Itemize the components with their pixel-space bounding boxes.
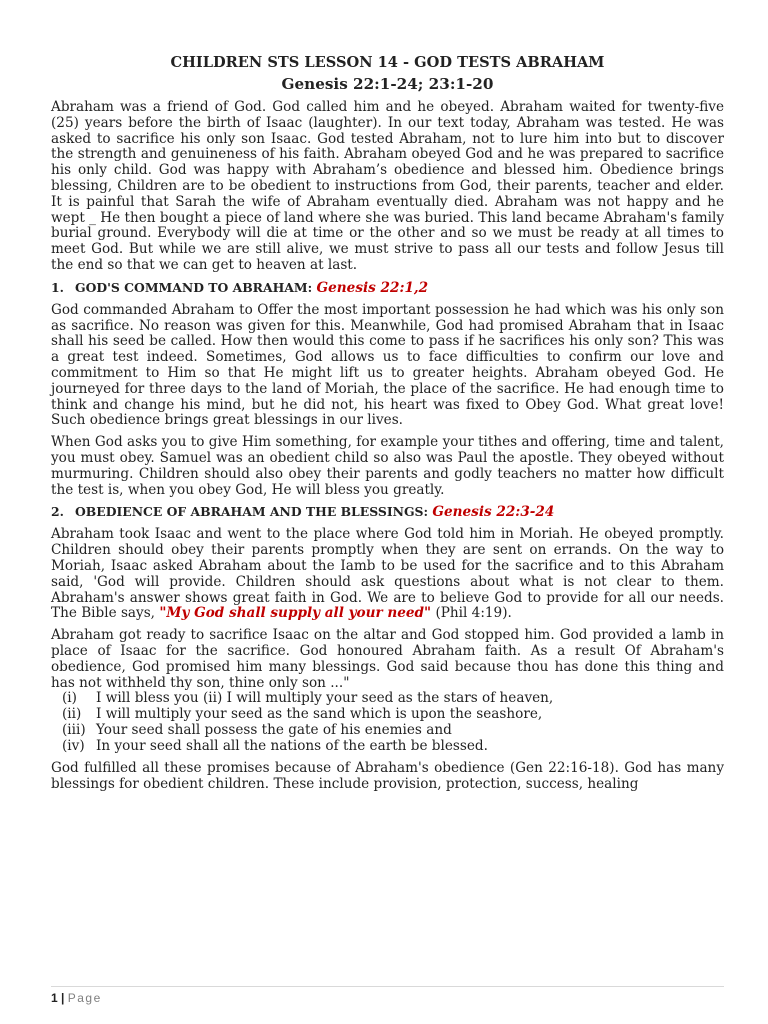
list-numeral: (ii) — [62, 706, 82, 723]
section-2-paragraph-1-start: Abraham took Isaac and went to the place where God told him in Moriah. He obeyed promptly. Children should obey their parents promptly when they are sent on errands. On the way to Moriah, Isaac asked Abraham about the Iamb to be used for the sacrifice and to this Abraham said, 'God will provide. Children should ask questions about what is not clear to them. Abraham's answer shows great faith in God. We are to believe God to provide for all our needs. The Bible says, — [51, 526, 724, 622]
section-2-number: 2. — [51, 504, 64, 520]
list-numeral: (iii) — [62, 721, 86, 738]
intro-paragraph: Abraham was a friend of God. God called him and he obeyed. Abraham waited for twenty-five (25) years before the birth of Isaac (laughter). In our text today, Abraham was tested. He was asked to sacrifice his only son Isaac. God tested Abraham, not to lure him into but to discover the strength and genuineness of his faith. Abraham obeyed God and he was prepared to sacrifice his only child. God was happy with Abraham’s obedience and blessed him. Obedience brings blessing, Children are to be obedient to instructions from God, their parents, teacher and elder. It is painful that Sarah the wife of Abraham eventually died. Abraham was not happy and he wept _ He then bought a piece of land where she was buried. This land became Abraham's family burial ground. Everybody will die at time or the other and so we must be ready at all times to meet God. But while we are still alive, we must strive to pass all our tests and follow Jesus till the end so that we can get to heaven at last. — [51, 99, 724, 273]
footer-separator: | — [61, 991, 65, 1005]
section-2-paragraph-3: God fulfilled all these promises because of Abraham's obedience (Gen 22:16-18). God has many blessings for obedient children. These include provision, protection, success, healing — [51, 760, 724, 793]
section-2-title: OBEDIENCE OF ABRAHAM AND THE BLESSINGS — [75, 504, 424, 520]
section-1-heading — [51, 280, 724, 296]
page-label: Page — [67, 991, 102, 1005]
section-1-paragraph-1: God commanded Abraham to Offer the most important possession he had which was his only son as sacrifice. No reason was given for this. Meanwhile, God had promised Abraham that in Isaac shall his seed be called. How then would this come to pass if he sacrifices his only son? This was a great test indeed. Sometimes, God allows us to face difficulties to confirm our love and commitment to Him so that He might lift us to greater heights. Abraham obeyed God. He journeyed for three days to the land of Moriah, the place of the sacrifice. He had enough time to think and change his mind, but he did not, his heart was fixed to Obey God. What great love! Such obedience brings great blessings in our lives. — [51, 301, 724, 429]
blessings-list — [51, 691, 724, 754]
section-1-reference: Genesis 22:1,2 — [316, 279, 429, 296]
section-2-paragraph-1 — [51, 527, 724, 622]
section-1-title: GOD'S COMMAND TO ABRAHAM — [75, 279, 308, 295]
list-numeral: (i) — [62, 690, 77, 707]
page-number: 1 — [51, 991, 58, 1005]
list-item-text: I will bless you (ii) I will multiply your seed as the stars of heaven, — [96, 690, 554, 707]
lesson-scripture: Genesis 22:1-24; 23:1-20 — [281, 75, 494, 93]
section-1-colon: : — [307, 279, 313, 295]
list-item-text: In your seed shall all the nations of the earth be blessed. — [96, 737, 488, 754]
lesson-title: CHILDREN STS LESSON 14 - GOD TESTS ABRAHAM — [170, 54, 605, 71]
section-2-heading — [51, 504, 724, 520]
section-2-paragraph-1-end: (Phil 4:19). — [431, 605, 512, 622]
list-item — [51, 739, 724, 755]
list-item — [51, 723, 724, 739]
section-1-number: 1. — [51, 279, 64, 295]
list-numeral: (iv) — [62, 737, 85, 754]
section-2-reference: Genesis 22:3-24 — [432, 504, 555, 521]
section-2-paragraph-2: Abraham got ready to sacrifice Isaac on the altar and God stopped him. God provided a lamb in place of Isaac for the sacrifice. God honoured Abraham faith. As a result Of Abraham's obedience, God promised him many blessings. God said because thou has done this thing and has not withheld thy son, thine only son ..." — [51, 627, 724, 691]
section-2-colon: : — [423, 504, 429, 520]
list-item-text: I will multiply your seed as the sand which is upon the seashore, — [96, 706, 543, 723]
list-item — [51, 707, 724, 723]
page-content — [51, 54, 724, 799]
section-1-paragraph-2: When God asks you to give Him something, for example your tithes and offering, time and talent, you must obey. Samuel was an obedient child so also was Paul the apostle. They obeyed without murmuring. Children should also obey their parents and godly teachers no matter how difficult the test is, when you obey God, He will bless you greatly. — [51, 434, 724, 498]
page-footer — [51, 986, 724, 1005]
bible-quote: "My God shall supply all your need" — [159, 605, 432, 622]
list-item-text: Your seed shall possess the gate of his enemies and — [96, 721, 452, 738]
list-item — [51, 691, 724, 707]
